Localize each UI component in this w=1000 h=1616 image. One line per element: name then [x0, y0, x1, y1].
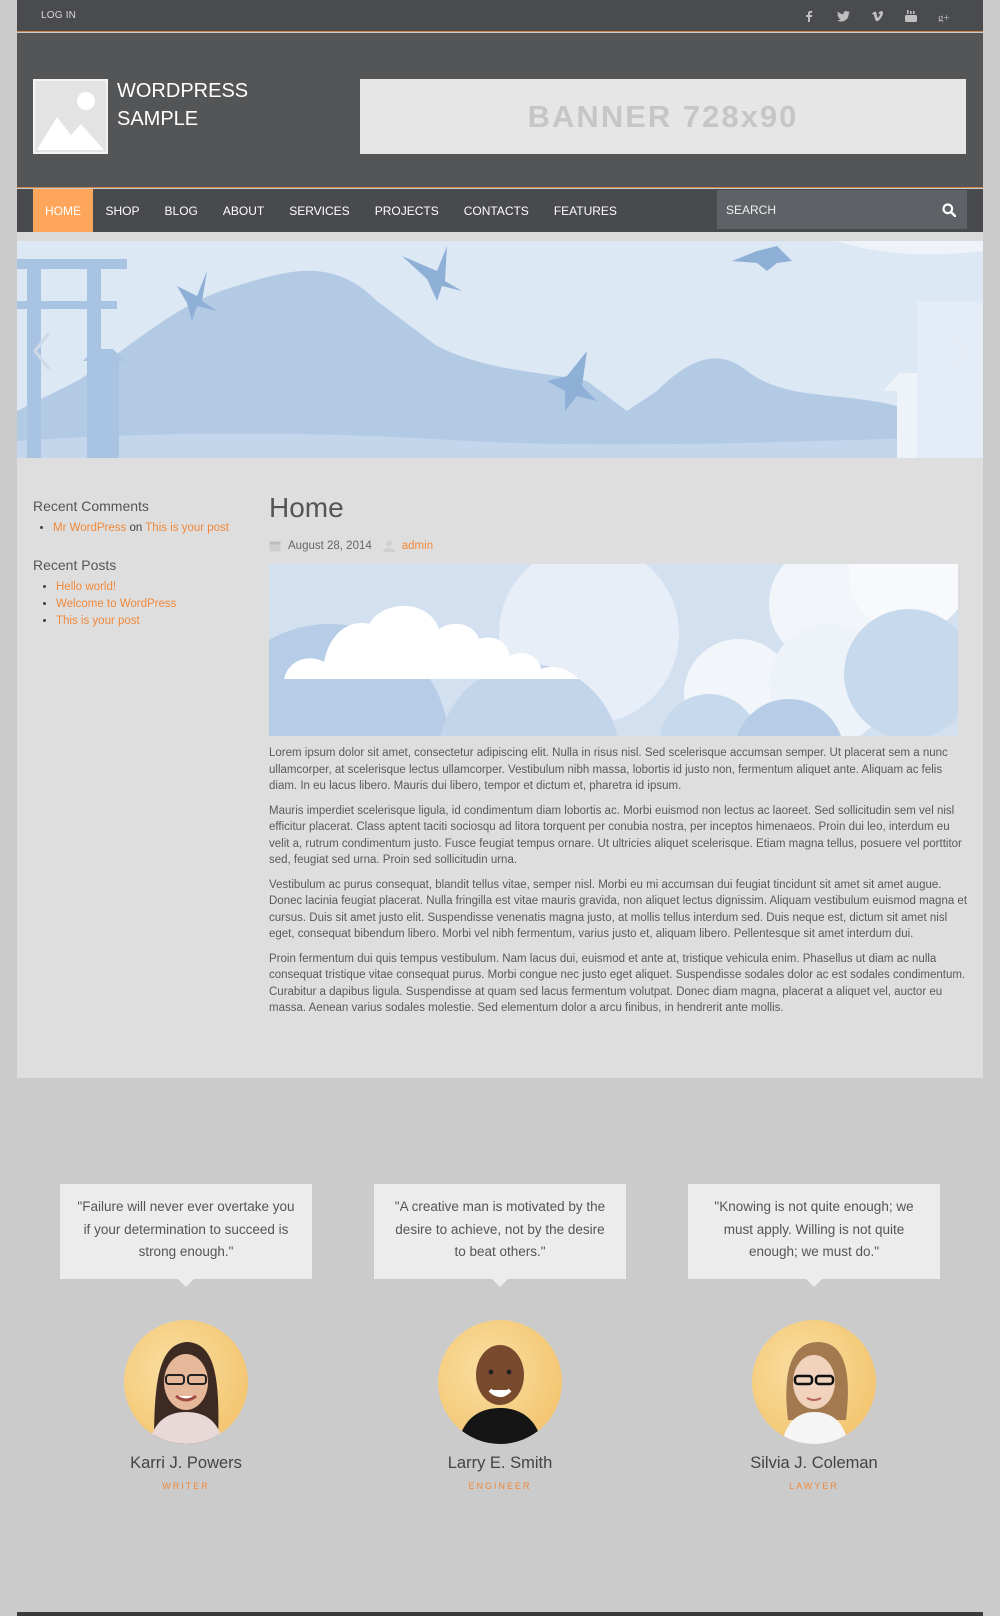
footer-strip: [17, 1612, 983, 1616]
comment-on-text: on: [129, 522, 143, 534]
youtube-icon[interactable]: [899, 7, 923, 25]
recent-comments-list: [53, 522, 229, 539]
social-links: [797, 7, 957, 25]
nav-item-features[interactable]: FEATURES: [553, 203, 617, 218]
person-name: Karri J. Powers: [130, 1454, 242, 1472]
nav-item-services[interactable]: SERVICES: [289, 203, 350, 218]
paragraph: Proin fermentum dui quis tempus vestibulum. Nam lacus dui, euismod et ante at, tristique vehicula enim. Phasellus ut diam ac nulla consequat tristique vitae consequat purus. Morbi congue nec justo eget aliquet. Suspendisse sodales dolor ac est sodales condimentum. Curabitur a dapibus ligula. Suspendisse at quam sed lacus fermentum volutpat. Donec diam magna, placerat a aliquet vel, auctor eu massa. Aenean varius sodales molestie. Sed elementum dolor a arcu finibus, in hendrerit ante mollis.: [269, 952, 966, 1014]
main-nav: [17, 189, 983, 232]
search-icon[interactable]: [931, 190, 967, 229]
featured-image: [269, 564, 958, 736]
testimonial-card: [688, 1184, 940, 1491]
page-title: Home: [269, 492, 344, 523]
search-box: [717, 190, 967, 229]
nav-item-blog[interactable]: BLOG: [164, 203, 198, 218]
calendar-icon: [269, 540, 281, 552]
testimonial-quote: "A creative man is motivated by the desire to achieve, not by the desire to beat others.": [374, 1184, 626, 1279]
slider-image: [17, 241, 983, 458]
nav-item-contacts[interactable]: CONTACTS: [463, 203, 529, 218]
hero-slider: [17, 232, 983, 458]
twitter-icon[interactable]: [831, 7, 855, 25]
slider-next-arrow[interactable]: [947, 329, 971, 373]
nav-item-about[interactable]: ABOUT: [222, 203, 265, 218]
nav-item-projects[interactable]: PROJECTS: [374, 203, 439, 218]
nav-item-home[interactable]: HOME: [33, 189, 93, 232]
person-role: ENGINEER: [468, 1481, 532, 1491]
person-name: Silvia J. Coleman: [750, 1454, 878, 1472]
recent-comments-title: Recent Comments: [33, 498, 149, 514]
nav-item-shop[interactable]: SHOP: [105, 203, 140, 218]
login-link[interactable]: LOG IN: [41, 10, 77, 21]
post-author-link[interactable]: admin: [401, 540, 434, 552]
list-item: [53, 522, 229, 534]
recent-post-link[interactable]: Welcome to WordPress: [56, 598, 177, 610]
recent-post-link[interactable]: Hello world!: [56, 581, 117, 593]
testimonial-quote: "Failure will never ever overtake you if your determination to succeed is strong enough.": [60, 1184, 312, 1279]
avatar: [438, 1320, 562, 1444]
site-header: [17, 33, 983, 188]
search-input[interactable]: [726, 190, 931, 229]
post-body: [269, 745, 969, 1025]
list-item: [56, 581, 176, 593]
content-area: [17, 458, 983, 1078]
post-date: August 28, 2014: [288, 540, 372, 552]
svg-text:g+: g+: [938, 11, 950, 22]
person-role: LAWYER: [789, 1481, 839, 1491]
slider-prev-arrow[interactable]: [29, 329, 53, 373]
top-bar: [17, 0, 983, 32]
list-item: [56, 598, 176, 610]
banner-ad[interactable]: BANNER 728x90: [360, 79, 966, 154]
recent-post-link[interactable]: This is your post: [56, 615, 140, 627]
logo-image[interactable]: [33, 79, 108, 154]
vimeo-icon[interactable]: [865, 7, 889, 25]
google-plus-icon[interactable]: [933, 7, 957, 25]
avatar: [124, 1320, 248, 1444]
person-role: WRITER: [162, 1481, 210, 1491]
person-name: Larry E. Smith: [447, 1454, 553, 1472]
list-item: [56, 615, 176, 627]
menu: [33, 189, 629, 232]
facebook-icon[interactable]: [797, 7, 821, 25]
recent-posts-title: Recent Posts: [33, 557, 117, 573]
testimonial-card: [60, 1184, 312, 1491]
avatar: [752, 1320, 876, 1444]
paragraph: Vestibulum ac purus consequat, blandit tellus vitae, semper nisl. Morbi eu mi accumsan dui feugiat tincidunt sit amet sit amet augue. Donec lacinia feugiat placerat. Nulla fringilla est vitae mauris gravida, non aliquet lectus dignissim. Aliquam vestibulum euismod magna et cursus. Duis sit amet justo elit. Suspendisse venenatis magna justo, at mollis tellus interdum sed. Duis neque est, dictum sit amet nisl eget, consequat bibendum libero. Morbi vel nibh fermentum, varius justo et, aliquam libero. Pellentesque sit amet interdum dui.: [269, 878, 968, 940]
comment-post-link[interactable]: This is your post: [145, 522, 230, 534]
post-meta: [269, 540, 433, 552]
comment-author-link[interactable]: Mr WordPress: [53, 522, 127, 534]
paragraph: Lorem ipsum dolor sit amet, consectetur adipiscing elit. Nulla in risus nisl. Sed scelerisque accumsan semper. Ut placerat sem a nunc ullamcorper, at scelerisque lectus ullamcorper. Vestibulum nibh massa, lobortis id justo non, fermentum aliquet ante. Aliquam ac felis diam. In eu lacus libero. Mauris dui libero, tempor et dictum et, pharetra id ipsum.: [269, 747, 948, 792]
paragraph: Mauris imperdiet scelerisque ligula, id condimentum diam lobortis ac. Morbi euismod non lectus ac laoreet. Sed sollicitudin sem vel nisl efficitur placerat. Class aptent taciti sociosqu ad litora torquent per conubia nostra, per inceptos himenaeos. Proin dui leo, interdum eu velit a, rutrum condimentum justo. Fusce feugiat tempus ornare. Ut ultricies aliquet scelerisque. Etiam magna tellus, posuere vel porttitor sed, feugiat sed urna. Proin sed sollicitudin urna.: [269, 804, 962, 866]
recent-posts-list: [56, 581, 176, 632]
testimonial-quote: "Knowing is not quite enough; we must apply. Willing is not quite enough; we must do.": [688, 1184, 940, 1279]
testimonial-card: [374, 1184, 626, 1491]
site-title[interactable]: WORDPRESS SAMPLE: [117, 80, 249, 130]
user-icon: [383, 540, 395, 552]
